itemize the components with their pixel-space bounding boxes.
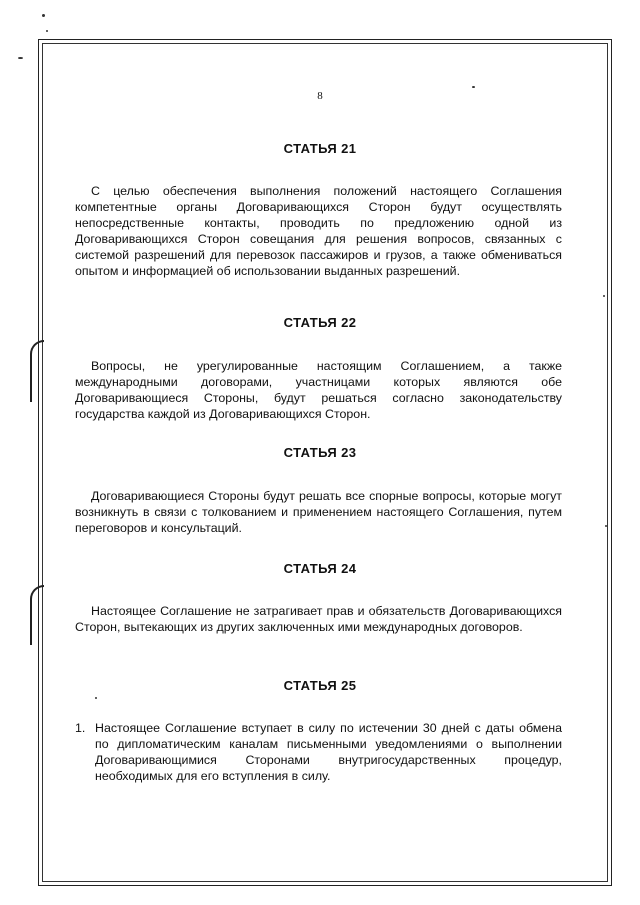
page-number: 8 <box>317 90 323 102</box>
article-paragraph: С целью обеспечения выполнения положений настоящего Соглашения компетентные органы Договаривающихся Сторон будут осуществлять непосредственные контакты, проводить по предложению одной из Договаривающихся Сторон совещания для решения вопросов, связанных с системой разрешений для перевозок пассажиров и грузов, а также обмениваться опытом и информацией об использовании выданных разрешений. <box>75 184 562 278</box>
scan-speck <box>42 14 45 17</box>
list-item-text: Настоящее Соглашение вступает в силу по истечении 30 дней с даты обмена по дипломатическим каналам письменными уведомлениями о выполнении Договаривающимися Сторонами внутригосударственных процедур, необходимых для его вступления в силу. <box>95 721 562 783</box>
article-heading: СТАТЬЯ 23 <box>283 445 357 460</box>
list-item-number: 1. <box>75 721 86 735</box>
scan-speck <box>603 295 605 297</box>
article-heading: СТАТЬЯ 22 <box>283 315 357 330</box>
binding-mark <box>30 585 44 611</box>
article-paragraph: Настоящее Соглашение не затрагивает прав и обязательств Договаривающихся Сторон, вытекающих из других заключенных ими международных договоров. <box>75 604 562 634</box>
scan-speck <box>46 30 48 32</box>
scan-speck <box>18 57 23 59</box>
article-heading: СТАТЬЯ 24 <box>283 561 357 576</box>
binding-mark <box>30 340 44 366</box>
scan-speck <box>95 697 97 699</box>
binding-mark <box>30 605 32 645</box>
article-paragraph: Договаривающиеся Стороны будут решать все спорные вопросы, которые могут возникнуть в связи с толкованием и применением настоящего Соглашения, путем переговоров и консультаций. <box>75 489 562 535</box>
article-heading: СТАТЬЯ 25 <box>283 678 357 693</box>
scan-speck <box>605 525 607 527</box>
binding-mark <box>30 360 32 402</box>
article-paragraph: Вопросы, не урегулированные настоящим Соглашением, а также международными договорами, участницами которых являются обе Договаривающиеся Стороны, будут решаться согласно законодательству государства каждой из Договаривающихся Сторон. <box>75 359 562 421</box>
list-item <box>75 720 562 784</box>
scan-speck <box>472 86 475 88</box>
article-heading: СТАТЬЯ 21 <box>283 141 357 156</box>
